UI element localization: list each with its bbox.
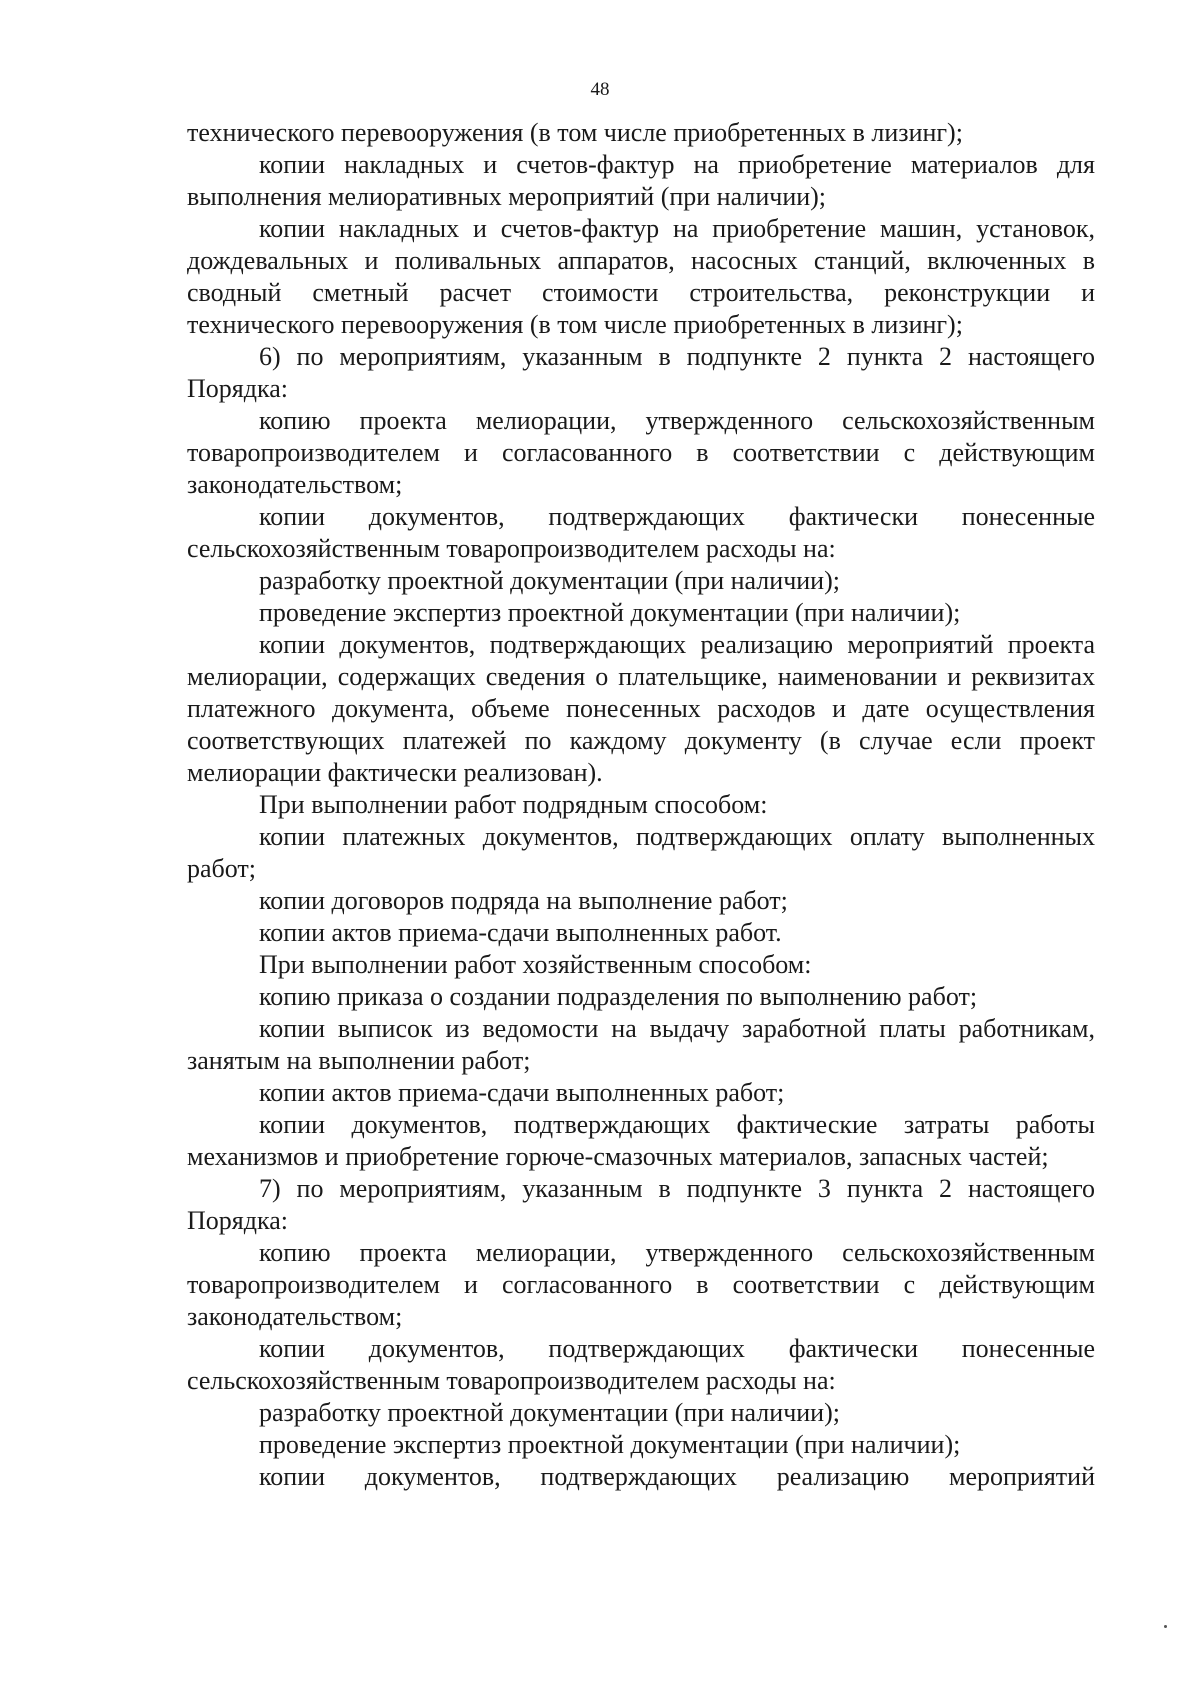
paragraph: копию приказа о создании подразделения по выполнению работ; [259, 982, 978, 1011]
paragraph: При выполнении работ подрядным способом: [259, 790, 768, 819]
paragraph: технического перевооружения (в том числе приобретенных в лизинг); [187, 118, 963, 147]
paragraph: При выполнении работ хозяйственным способом: [259, 950, 812, 979]
paragraph: 6) по мероприятиям, указанным в подпункте 2 пункта 2 настоящего Порядка: [187, 342, 1095, 403]
paragraph: копии документов, подтверждающих фактически понесенные сельскохозяйственным товаропроизводителем расходы на: [187, 502, 1095, 563]
paragraph: копии документов, подтверждающих реализацию мероприятий проекта мелиорации, содержащих сведения о плательщике, наименовании и реквизитах платежного документа, объеме понесенных расходов и дате осуществления соответствующих платежей по каждому документу (в случае если проект мелиорации фактически реализован). [187, 630, 1095, 787]
paragraph: копии документов, подтверждающих фактические затраты работы механизмов и приобретение горюче-смазочных материалов, запасных частей; [187, 1110, 1095, 1171]
paragraph: копии актов приема-сдачи выполненных работ; [259, 1078, 785, 1107]
paragraph: копии договоров подряда на выполнение работ; [259, 886, 788, 915]
paragraph: проведение экспертиз проектной документации (при наличии); [259, 1430, 961, 1459]
paragraph: 7) по мероприятиям, указанным в подпункте 3 пункта 2 настоящего Порядка: [187, 1174, 1095, 1235]
paragraph: копии документов, подтверждающих реализацию мероприятий [259, 1462, 1095, 1491]
paragraph: копии документов, подтверждающих фактически понесенные сельскохозяйственным товаропроизводителем расходы на: [187, 1334, 1095, 1395]
paragraph: копии накладных и счетов-фактур на приобретение материалов для выполнения мелиоративных мероприятий (при наличии); [187, 150, 1095, 211]
paragraph: разработку проектной документации (при наличии); [259, 566, 840, 595]
paragraph: копии актов приема-сдачи выполненных работ. [259, 918, 782, 947]
document-body [187, 117, 1095, 1493]
paragraph: проведение экспертиз проектной документации (при наличии); [259, 598, 961, 627]
page-number: 48 [590, 79, 610, 100]
paragraph: разработку проектной документации (при наличии); [259, 1398, 840, 1427]
paragraph: копии выписок из ведомости на выдачу заработной платы работникам, занятым на выполнении работ; [187, 1014, 1095, 1075]
paragraph: копию проекта мелиорации, утвержденного сельскохозяйственным товаропроизводителем и согласованного в соответствии с действующим законодательством; [187, 406, 1095, 499]
paragraph: копии накладных и счетов-фактур на приобретение машин, установок, дождевальных и поливальных аппаратов, насосных станций, включенных в сводный сметный расчет стоимости строительства, реконструкции и технического перевооружения (в том числе приобретенных в лизинг); [187, 214, 1095, 339]
paragraph: копии платежных документов, подтверждающих оплату выполненных работ; [187, 822, 1095, 883]
paragraph: копию проекта мелиорации, утвержденного сельскохозяйственным товаропроизводителем и согласованного в соответствии с действующим законодательством; [187, 1238, 1095, 1331]
scan-speck [1164, 1625, 1167, 1628]
